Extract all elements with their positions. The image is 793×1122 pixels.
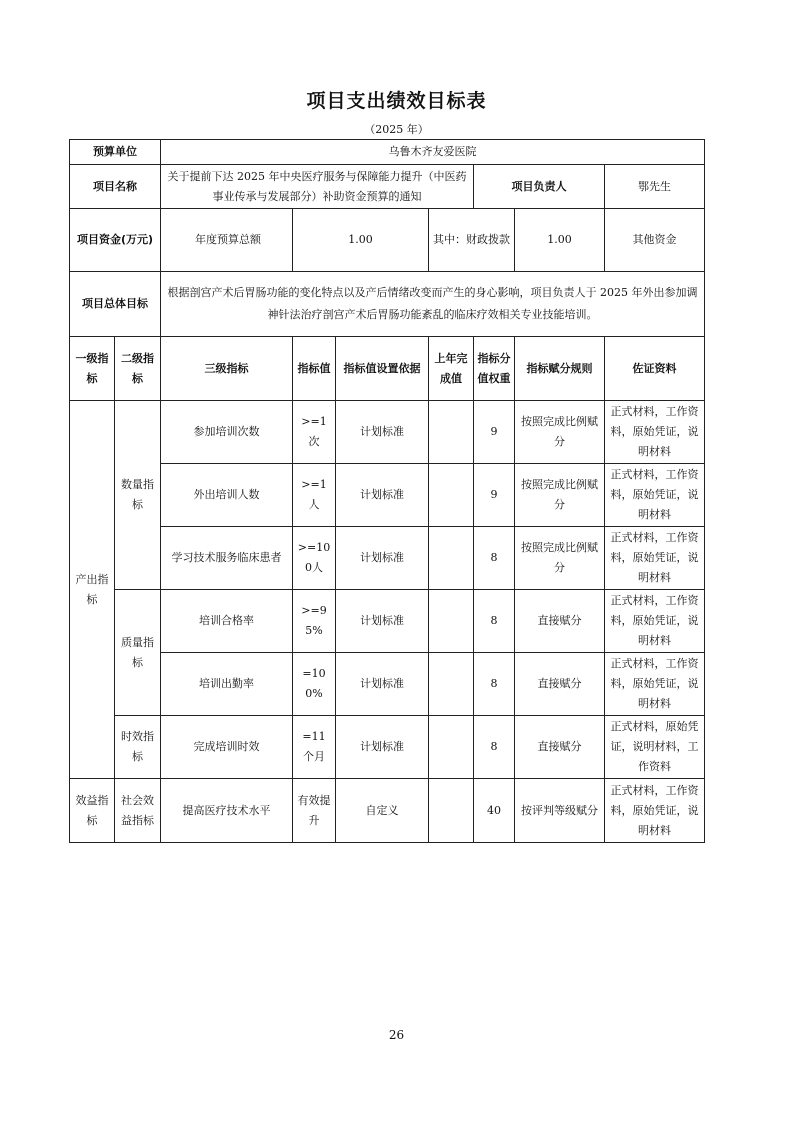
header-value: 指标值 <box>293 337 336 401</box>
project-name-value: 关于提前下达 2025 年中央医疗服务与保障能力提升（中医药事业传承与发展部分）补助资金预算的通知 <box>161 165 474 209</box>
page-number: 26 <box>388 1028 405 1042</box>
row-weight: 8 <box>474 653 515 716</box>
row-weight: 9 <box>474 401 515 464</box>
row-weight: 9 <box>474 464 515 527</box>
row-name: 外出培训人数 <box>161 464 293 527</box>
row-name: 完成培训时效 <box>161 716 293 779</box>
annual-budget-value: 1.00 <box>293 209 429 272</box>
row-value: =11 个月 <box>293 716 336 779</box>
goal-label: 项目总体目标 <box>70 272 161 337</box>
group-social: 社会效益指标 <box>115 779 161 843</box>
annual-budget-label: 年度预算总额 <box>161 209 293 272</box>
row-basis: 计划标准 <box>336 401 429 464</box>
row-last-year <box>429 716 474 779</box>
goal-value: 根据剖宫产术后胃肠功能的变化特点以及产后情绪改变而产生的身心影响，项目负责人于 2025 年外出参加调神针法治疗剖宫产术后胃肠功能紊乱的临床疗效相关专业技能培训。 <box>161 272 705 337</box>
row-evidence: 正式材料，工作资料，原始凭证，说明材料 <box>605 590 705 653</box>
header-rule: 指标赋分规则 <box>515 337 605 401</box>
row-rule: 直接赋分 <box>515 716 605 779</box>
row-evidence: 正式材料，工作资料，原始凭证，说明材料 <box>605 527 705 590</box>
group-output: 产出指标 <box>70 401 115 779</box>
table-row <box>70 590 705 653</box>
row-weight: 8 <box>474 527 515 590</box>
row-basis: 计划标准 <box>336 464 429 527</box>
table-row <box>70 401 705 464</box>
header-evidence: 佐证资料 <box>605 337 705 401</box>
row-rule: 直接赋分 <box>515 590 605 653</box>
row-evidence: 正式材料，工作资料，原始凭证，说明材料 <box>605 779 705 843</box>
unit-value: 乌鲁木齐友爱医院 <box>161 140 705 165</box>
group-quality: 质量指标 <box>115 590 161 716</box>
row-evidence: 正式材料，工作资料，原始凭证，说明材料 <box>605 653 705 716</box>
row-rule: 按评判等级赋分 <box>515 779 605 843</box>
row-name: 参加培训次数 <box>161 401 293 464</box>
group-quantity: 数量指标 <box>115 401 161 590</box>
leader-value: 鄂先生 <box>605 165 705 209</box>
row-value: >=1次 <box>293 401 336 464</box>
funds-label: 项目资金(万元) <box>70 209 161 272</box>
row-name: 学习技术服务临床患者 <box>161 527 293 590</box>
table-row <box>70 716 705 779</box>
row-weight: 8 <box>474 716 515 779</box>
row-name: 培训出勤率 <box>161 653 293 716</box>
group-benefit: 效益指标 <box>70 779 115 843</box>
row-basis: 计划标准 <box>336 590 429 653</box>
row-rule: 按照完成比例赋分 <box>515 527 605 590</box>
goal-row <box>70 272 705 337</box>
row-name: 培训合格率 <box>161 590 293 653</box>
row-weight: 8 <box>474 590 515 653</box>
table-row <box>70 527 705 590</box>
row-rule: 按照完成比例赋分 <box>515 401 605 464</box>
year-subtitle: （2025 年） <box>364 123 429 136</box>
row-value: >=100人 <box>293 527 336 590</box>
row-evidence: 正式材料，工作资料，原始凭证，说明材料 <box>605 464 705 527</box>
row-evidence: 正式材料，工作资料，原始凭证，说明材料 <box>605 401 705 464</box>
row-value: 有效提升 <box>293 779 336 843</box>
page-title: 项目支出绩效目标表 <box>306 90 487 112</box>
row-last-year <box>429 401 474 464</box>
header-level2: 二级指标 <box>115 337 161 401</box>
row-name: 提高医疗技术水平 <box>161 779 293 843</box>
other-funds-label: 其他资金 <box>605 209 705 272</box>
row-last-year <box>429 653 474 716</box>
project-name-row <box>70 165 705 209</box>
row-value: >=1人 <box>293 464 336 527</box>
row-rule: 按照完成比例赋分 <box>515 464 605 527</box>
header-level3: 三级指标 <box>161 337 293 401</box>
row-last-year <box>429 527 474 590</box>
row-basis: 计划标准 <box>336 716 429 779</box>
row-basis: 计划标准 <box>336 653 429 716</box>
row-value: =100% <box>293 653 336 716</box>
performance-table <box>69 139 705 843</box>
header-level1: 一级指标 <box>70 337 115 401</box>
funds-row <box>70 209 705 272</box>
row-weight: 40 <box>474 779 515 843</box>
unit-row <box>70 140 705 165</box>
header-last-year: 上年完成值 <box>429 337 474 401</box>
header-basis: 指标值设置依据 <box>336 337 429 401</box>
fiscal-value: 1.00 <box>515 209 605 272</box>
table-row <box>70 779 705 843</box>
row-evidence: 正式材料，原始凭证，说明材料，工作资料 <box>605 716 705 779</box>
header-row <box>70 337 705 401</box>
table-row <box>70 464 705 527</box>
header-weight: 指标分值权重 <box>474 337 515 401</box>
row-value: >=95% <box>293 590 336 653</box>
table-row <box>70 653 705 716</box>
row-last-year <box>429 779 474 843</box>
unit-label: 预算单位 <box>70 140 161 165</box>
row-last-year <box>429 464 474 527</box>
project-name-label: 项目名称 <box>70 165 161 209</box>
leader-label: 项目负责人 <box>474 165 605 209</box>
fiscal-label: 其中：财政拨款 <box>429 209 515 272</box>
row-rule: 直接赋分 <box>515 653 605 716</box>
group-timeliness: 时效指标 <box>115 716 161 779</box>
row-basis: 自定义 <box>336 779 429 843</box>
row-basis: 计划标准 <box>336 527 429 590</box>
row-last-year <box>429 590 474 653</box>
